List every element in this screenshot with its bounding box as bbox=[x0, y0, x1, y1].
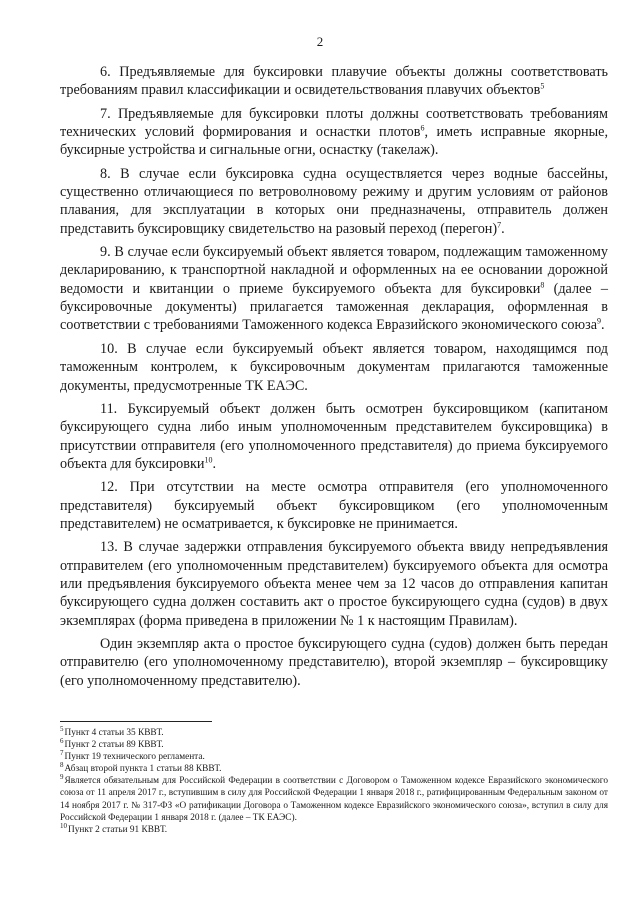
footnote-10: $^{10}$Пункт 2 статьи 91 КВВТ. bbox=[60, 821, 168, 835]
paragraph-13: 13. В случае задержки отправления буксируемого объекта ввиду непредъявления отправителем (его уполномоченным представителем) буксируемого объекта для осмотра или предъявления буксируемого объекта менее чем за 12 часов до отправления капитан буксирующего судна должен составить акт о простое буксирующего судна (судов) в двух экземплярах (форма приведена в приложении № 1 к настоящим Правилам). bbox=[60, 539, 608, 629]
paragraph-9: 9. В случае если буксируемый объект является товаром, подлежащим таможенному декларированию, к транспортной накладной и оформленных на ее основании дорожной ведомости и квитанции о приеме буксируемого объекта для буксировки$^8$ (далее – буксировочные документы) прилагается таможенная декларация, оформленная в соответствии с требованиями Таможенного кодекса Евразийского экономического союза$^9$. bbox=[60, 244, 608, 334]
document-body bbox=[60, 63, 608, 695]
footnote-ref-7: 7 bbox=[497, 220, 502, 230]
footnote-ref-10: 10 bbox=[204, 455, 213, 465]
footnote-9: $^9$Является обязательным для Российской Федерации в соответствии с Договором о Таможенном кодексе Евразийского экономического союза от 11 апреля 2017 г., вступившим в силу для Российской Федерации 1 января 2018 г., ратифицированным Федеральным законом от 14 ноября 2017 г. № 317-ФЗ «О ратификации Договора о Таможенном кодексе Евразийского экономического союза», вступил в силу для Российской Федерации 1 января 2018 г. (далее – ТК ЕАЭС). bbox=[60, 773, 608, 823]
footnotes bbox=[60, 724, 608, 836]
footnote-7: $^7$Пункт 19 технического регламента. bbox=[60, 749, 205, 763]
footnote-ref-9: 9 bbox=[597, 316, 602, 326]
paragraph-10: 10. В случае если буксируемый объект является товаром, находящимся под таможенным контролем, к буксировочным документам прилагаются таможенные документы, предусмотренные ТК ЕАЭС. bbox=[60, 340, 608, 394]
footnote-8: $^8$Абзац второй пункта 1 статьи 88 КВВТ. bbox=[60, 761, 222, 775]
paragraph-11: 11. Буксируемый объект должен быть осмотрен буксировщиком (капитаном буксирующего судна либо иным уполномоченным представителем буксировщика) в присутствии отправителя (его уполномоченного представителя) до приема буксируемого объекта для буксировки$^{10}$. bbox=[60, 400, 608, 472]
paragraph-12: 12. При отсутствии на месте осмотра отправителя (его уполномоченного представителя) буксируемый объект буксировщиком (его уполномоченным представителем) не осматривается, к буксировке не принимается. bbox=[60, 479, 608, 532]
paragraph-8: 8. В случае если буксировка судна осуществляется через водные бассейны, существенно отличающиеся по ветроволновому режиму и другим условиям от районов плавания, для эксплуатации в которых они предназначены, отправитель должен представить буксировщику свидетельство на разовый переход (перегон)$^7$. bbox=[60, 165, 608, 237]
footnote-6: $^6$Пункт 2 статьи 89 КВВТ. bbox=[60, 737, 164, 751]
footnote-separator bbox=[60, 721, 212, 722]
paragraph-7: 7. Предъявляемые для буксировки плоты должны соответствовать требованиям технических условий формирования и оснастки плотов$^6$, иметь исправные якорные, буксирные устройства и сигнальные огни, оснастку (такелаж). bbox=[60, 105, 608, 159]
footnote-ref-6: 6 bbox=[420, 123, 425, 133]
footnote-5: $^5$Пункт 4 статьи 35 КВВТ. bbox=[60, 724, 164, 738]
footnote-ref-8: 8 bbox=[540, 280, 545, 290]
paragraph-6: 6. Предъявляемые для буксировки плавучие объекты должны соответствовать требованиям правил классификации и освидетельствования плавучих объектов$^5$ bbox=[60, 64, 608, 99]
footnote-ref-5: 5 bbox=[540, 81, 545, 91]
paragraph-13-continuation: Один экземпляр акта о простое буксирующего судна (судов) должен быть передан отправителю (его уполномоченному представителю), второй экземпляр – буксировщику (его уполномоченному представителю). bbox=[60, 635, 608, 689]
page-number: 2 bbox=[316, 34, 324, 49]
